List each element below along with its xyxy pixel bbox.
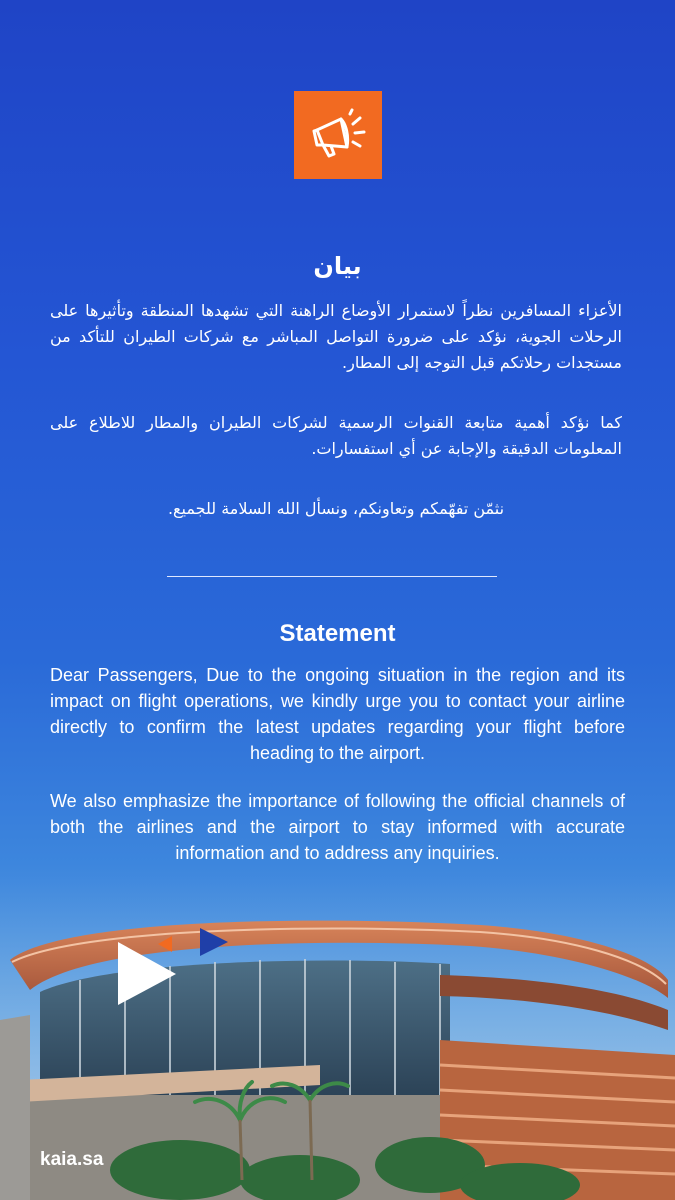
- english-paragraph-2: We also emphasize the importance of following the official channels of both the airlines and the airport to stay informed with accurate information and to address any inquiries.: [50, 791, 625, 863]
- announcement-badge: [294, 91, 382, 179]
- arabic-paragraph-3: نثمّن تفهّمكم وتعاونكم، ونسأل الله السلامة للجميع.: [167, 499, 505, 518]
- brand-website[interactable]: kaia.sa: [40, 1149, 104, 1170]
- megaphone-icon: [303, 100, 373, 170]
- section-divider: [167, 576, 497, 577]
- arabic-paragraph-2: كما نؤكد أهمية متابعة القنوات الرسمية لشركات الطيران والمطار للاطلاع على المعلومات الدقيقة والإجابة عن أي استفسارات.: [50, 413, 622, 458]
- arabic-paragraph-1: الأعزاء المسافرين نظراً لاستمرار الأوضاع الراهنة التي تشهدها المنطقة وتأثيرها على الرحلات الجوية، نؤكد على ضرورة التواصل المباشر مع شركات الطيران للتأكد من مستجدات رحلاتكم قبل التوجه إلى المطار.: [50, 301, 622, 372]
- arabic-title: بيان: [313, 252, 362, 280]
- english-title: Statement: [279, 620, 396, 647]
- english-paragraph-1: Dear Passengers, Due to the ongoing situation in the region and its impact on flight operations, we kindly urge you to contact your airline directly to confirm the latest updates regarding your flight before heading to the airport.: [50, 665, 625, 763]
